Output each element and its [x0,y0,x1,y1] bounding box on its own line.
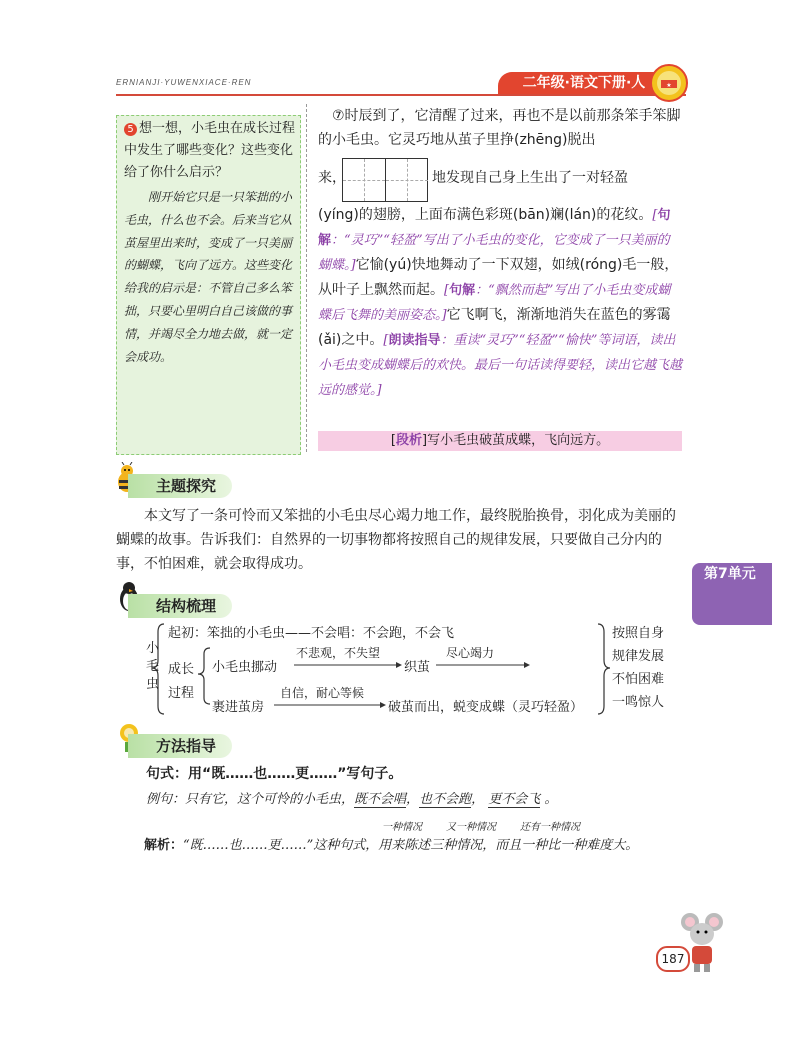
gloss-text-1: ：“灵巧”“轻盈”写出了小毛虫的变化，它变成了一只美丽的蝴蝶。 [318,233,670,273]
passage-line-2-post: 地发现自己身上生出了一对轻盈 [432,170,628,186]
example-note-3: 还有一种情况 [520,822,580,833]
structure-result-line: 按照自身 [612,626,665,641]
example-pre: 只有它，这个可怜的小毛虫， [185,792,355,807]
structure-root: 小毛虫 [146,641,160,692]
example-part-2: 也不会跑 [419,792,472,807]
tip-answer-text: 刚开始它只是一只笨拙的小毛虫，什么也不会。后来当它从茧屋里出来时，变成了一只美丽的蝴蝶，飞向了远方。这些变化给我的启示是：不管自己多么笨拙，只要心里明白自己该做的事情，并竭尽全力地去做，就一定会成功。 [124,190,293,364]
section-title-theme: 主题探究 [128,474,232,498]
example-note-1: 一种情况 [382,822,422,833]
tip-question-text: 想一想，小毛虫在成长过程中发生了哪些变化？这些变化给了你什么启示？ [124,121,296,180]
passage-sentence-4: 它愉(yú)快地舞动了一下双翅，如绒(róng)毛一般，从叶子上飘然而起。 [318,257,679,298]
writing-grid-cell[interactable] [343,159,385,201]
gloss-label-3: 朗读指导 [388,333,441,348]
segment-analysis: [段析]写小毛虫破茧成蝶，飞向远方。 [318,431,682,451]
writing-grid-cell[interactable] [385,159,428,201]
passage-line-2-pre: 来， [318,170,346,186]
structure-arrow-label-3: 自信，耐心等候 [280,686,365,700]
structure-step-2: 织茧 [404,660,431,675]
tip-number-badge: 5 [124,123,137,136]
passage-sentence-5: 它飞啊飞，渐渐地消失在蓝色的雾霭(ǎi)之中。 [318,307,671,348]
structure-step-3: 裹进茧房 [212,700,265,715]
segment-label: 段析 [395,433,422,448]
header-rule [116,94,686,96]
column-divider [306,104,307,452]
page-number: 187 [656,946,690,972]
passage-line-1: ⑦时辰到了，它清醒了过来，再也不是以前那条笨手笨脚的小毛虫。它灵巧地从茧子里挣(zhēng)脱出 [318,108,681,148]
structure-arrow-label-1: 不悲观，不失望 [296,646,381,660]
analysis-label: 解析： [144,838,184,853]
passage-line-3: (yíng)的翅膀，上面布满色彩斑(bān)斓(lán)的花纹。 [318,207,653,223]
section-title-method: 方法指导 [128,734,232,758]
example-part-3: 更不会飞 [488,792,541,807]
example-note-2: 又一种情况 [446,822,496,833]
theme-text: 本文写了一条可怜而又笨拙的小毛虫尽心竭力地工作，最终脱胎换骨，羽化成为美丽的蝴蝶的故事。告诉我们：自然界的一切事物都将按照自己的规律发展，只要做自己分内的事，不怕困难，就会取得成功。 [116,508,676,572]
example-part-1: 既不会唱 [354,792,407,807]
book-logo-icon [650,64,688,102]
tip-question [124,118,296,184]
svg-text:★: ★ [666,82,672,89]
structure-result-line: 不怕困难 [612,672,665,687]
tip-answer [124,186,296,368]
structure-start: 起初：笨拙的小毛虫——不会唱：不会跑，不会飞 [168,626,455,641]
method-pattern: 句式：用“既……也……更……”写句子。 [146,766,403,782]
structure-result-line: 一鸣惊人 [612,695,665,710]
method-analysis [116,834,682,858]
structure-step-1: 小毛虫挪动 [212,660,278,675]
structure-result-line: 规律发展 [612,649,665,664]
analysis-text: “既……也……更……”这种句式，用来陈述三种情况，而且一种比一种难度大。 [183,838,639,853]
method-example: 例句：只有它，这个可怜的小毛虫，既不会唱，也不会跑， 更不会飞 。 [146,792,558,807]
header-series-label: ERNIANJI·YUWENXIACE·REN [116,78,252,87]
section-title-structure: 结构梳理 [128,594,232,618]
structure-result [612,622,664,714]
segment-text: 写小毛虫破茧成蝶，飞向远方。 [427,433,610,448]
structure-growth-label: 成长过程 [168,662,195,701]
gloss-text-2: ：“飘然而起”写出了小毛虫变成蝴蝶后飞舞的美丽姿态。 [318,283,671,323]
structure-arrow-label-2: 尽心竭力 [446,646,495,660]
writing-grid[interactable] [342,158,428,202]
header-book-title: 二年级·语文下册·人 [498,72,670,94]
gloss-label-2: 句解 [449,283,476,298]
structure-step-4: 破茧而出，蜕变成蝶（灵巧轻盈） [388,700,584,715]
unit-side-tab: 第7单元 [692,563,772,625]
gloss-label-1: 句解 [318,208,671,248]
passage-block-2: (yíng)的翅膀，上面布满色彩斑(bān)斓(lán)的花纹。[句解：“灵巧”“轻盈”写出了小毛虫的变化，它变成了一只美丽的蝴蝶。]它愉(yú)快地舞动了一下双翅，如绒(róng)毛一般，从叶子上飘然而起。[句解：“飘然而起”写出了小毛虫变成蝴蝶后飞舞的美丽姿态。]它飞啊飞，渐渐地消失在蓝色的雾霭(ǎi)之中。[朗读指导：重读“灵巧”“轻盈”“愉快”等词语，读出小毛虫变成蝴蝶后的欢快。最后一句话读得要轻，读出它越飞越远的感觉。] [318,207,683,398]
gloss-text-3: ：重读“灵巧”“轻盈”“愉快”等词语，读出小毛虫变成蝴蝶后的欢快。最后一句话读得要轻，读出它越飞越远的感觉。 [318,333,683,398]
example-label: 例句： [146,792,186,807]
